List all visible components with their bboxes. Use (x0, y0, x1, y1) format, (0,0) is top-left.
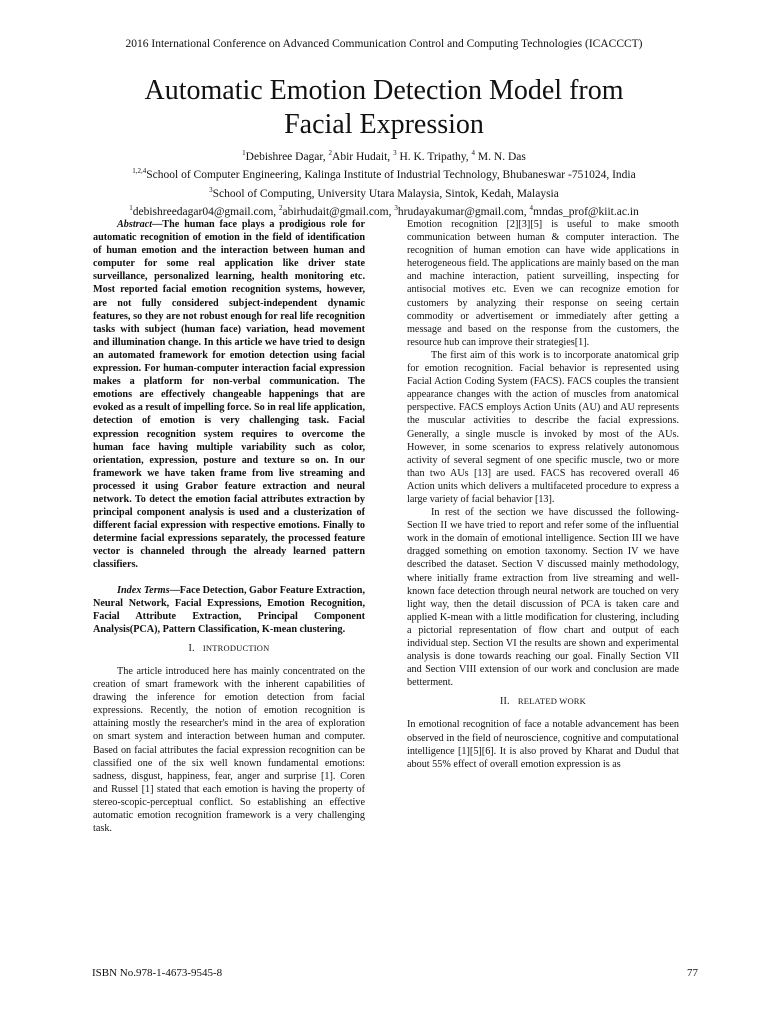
email-sup: 4 (529, 203, 533, 212)
isbn: ISBN No.978-1-4673-9545-8 (92, 967, 223, 979)
abstract-text: —The human face plays a prodigious role for automatic recognition of emotion in the field of identification of human emotion and the interaction between human and computer for some real application like driver state surveillance, personalized learning, health monitoring etc. Most reported facial emotion recognition systems, however, are not fully considered subject-independent dynamic features, so they are not robust enough for real life recognition tasks with subject (human face) variation, head movement and illumination change. In this article we have tried to design an automated framework for emotion detection using facial expression. For human-computer interaction facial expression makes a platform for non-verbal communication. The emotions are effectively changeable happenings that are evoked as a result of impelling force. So in real life application, detection of emotion is very challenging task. Facial expression recognition system requires to overcome the human face having multiple variability such as color, orientation, expression, posture and texture so on. In our framework we have taken frame from live streaming and processed it using Grabor feature extraction and neural network. To detect the emotion facial attributes extraction by principal component analysis is used and a clusterization of different facial expression with respective emotions. Finally to determine facial expressions separately, the processed feature vector is channeled through the already learned pattern classifiers. (93, 219, 365, 571)
intro-paragraph: The article introduced here has mainly concentrated on the creation of smart framework with the inherent capabilities of drawing the inference for emotion detection from facial expressions. Recently, the notion of emotion recognition is attaining mostly the researcher's mind in the area of exploration on smart system and interaction between human and computer. Based on facial attributes the facial expression recognition can be classified one of the six well known fundamental emotions: sadness, disgust, happiness, fear, anger and surprise [1]. Coren and Russel [1] stated that each emotion is having the property of stereo-scopic-perceptual conflict. So establishing an effective automatic emotion recognition framework is a very challenging task. (93, 666, 365, 835)
related-work-paragraph: In emotional recognition of face a notable advancement has been observed in the field of neuroscience, cognitive and computational intelligence [1][5][6]. It is also proved by Kharat and Dudul that about 55% effect of overall emotion expression is as (407, 719, 679, 770)
conference-header: 2016 International Conference on Advanced Communication Control and Computing Technologies (ICACCCT) (125, 38, 643, 50)
email-sup: 3 (394, 203, 398, 212)
section-heading-introduction (93, 642, 365, 655)
author-emails (40, 201, 728, 219)
author-sup: 4 (471, 149, 476, 157)
affiliation-text: School of Computer Engineering, Kalinga Institute of Industrial Technology, Bhubaneswar -751024, India (146, 169, 636, 182)
abstract (93, 218, 365, 572)
section-number: I. (188, 642, 195, 654)
body-paragraph: The first aim of this work is to incorporate anatomical grip for emotion recognition. Facial behavior is represented using Facial Action Coding System (FACS). FACS couples the transient appearance changes with the action of muscles from anatomical perspective. FACS employs Action Units (AU) and AU represents the muscular activities to describe the facial expressions. Generally, a single muscle is invoked by most of the AUs. However, in some scenarios to express relatively autonomous activity of several segment of one specific muscle, two or more than two AUs [13] are used. FACS has recovered overall 46 Action units which delivers a multifaceted procedure to express a large variety of facial behavior [13]. (407, 349, 679, 505)
affiliation-sup: 1,2,4 (132, 167, 147, 176)
author-sup: 2 (328, 149, 333, 157)
section-title: INTRODUCTION (202, 642, 270, 653)
section-heading-related-work (407, 695, 679, 708)
title-line-2: Facial Expression (284, 109, 484, 140)
index-terms-text: —Face Detection, Gabor Feature Extraction, Neural Network, Facial Expressions, Emotion Recognition, Facial Attribute Extraction, Principal Component Analysis(PCA), Pattern Classification, K-mean clustering. (93, 584, 365, 635)
author-name: M. N. Das (475, 150, 526, 163)
affiliation-2 (40, 183, 728, 201)
abstract-label: Abstract (117, 219, 153, 230)
index-terms (93, 584, 365, 636)
email: hrudayakumar@gmail.com, (397, 205, 530, 218)
email-sup: 2 (279, 203, 283, 212)
body-paragraph: Emotion recognition [2][3][5] is useful to make smooth communication between human & computer interaction. The recognition of human emotion can have wide applications in heterogeneous field. The applications are mainly based on the man and machine interaction, patient surveilling, inspecting for antisocial motives etc. Even we can recognize emotion for customers by analyzing their response on seeing certain commodity or advertisement or immediately after getting a message and based on the response from the customers, the resource hub can improve their strategies[1]. (407, 219, 679, 348)
email: debishreedagar04@gmail.com, (132, 205, 280, 218)
section-number: II. (500, 696, 510, 708)
index-terms-label: Index Terms (117, 584, 170, 596)
author-block (40, 146, 728, 219)
body-paragraph: In rest of the section we have discussed the following-Section II we have tried to report and refer some of the influential work in the domain of emotional intelligence. Section III we have dragged something on emotion taxonomy. Section IV we have described the dataset. Section V discussed mainly methodology, where initially frame extraction from live streaming and well-known face detection through neural network are touched on very light way, then the detail discussion of PCA is taken care and applied K-mean with a little modification for clustering, including a pictorial representation of flow chart and output of each individual step. Section VI the results are shown and experimental analysis is done towards reaching our goal. Finally Section VII and Section VIII extension of our work and conclusion are made betterment. (407, 507, 679, 689)
affiliation-text: School of Computing, University Utara Malaysia, Sintok, Kedah, Malaysia (212, 187, 559, 200)
title-line-1: Automatic Emotion Detection Model from (144, 75, 624, 106)
affiliation-1 (40, 164, 728, 182)
author-sup: 3 (393, 149, 397, 157)
author-name: Abir Hudait, (332, 150, 394, 163)
page-number: 77 (687, 967, 698, 979)
right-column (407, 218, 679, 771)
author-name: H. K. Tripathy, (396, 150, 472, 163)
author-name: Debishree Dagar, (245, 150, 329, 163)
email: mndas_prof@kiit.ac.in (533, 205, 639, 218)
paper-title (40, 74, 728, 142)
author-names (40, 146, 728, 164)
email: abirhudait@gmail.com, (282, 205, 395, 218)
left-column (93, 218, 365, 835)
author-sup: 1 (242, 149, 246, 157)
affiliation-sup: 3 (209, 185, 213, 194)
section-title: RELATED WORK (517, 696, 586, 707)
email-sup: 1 (129, 203, 133, 212)
